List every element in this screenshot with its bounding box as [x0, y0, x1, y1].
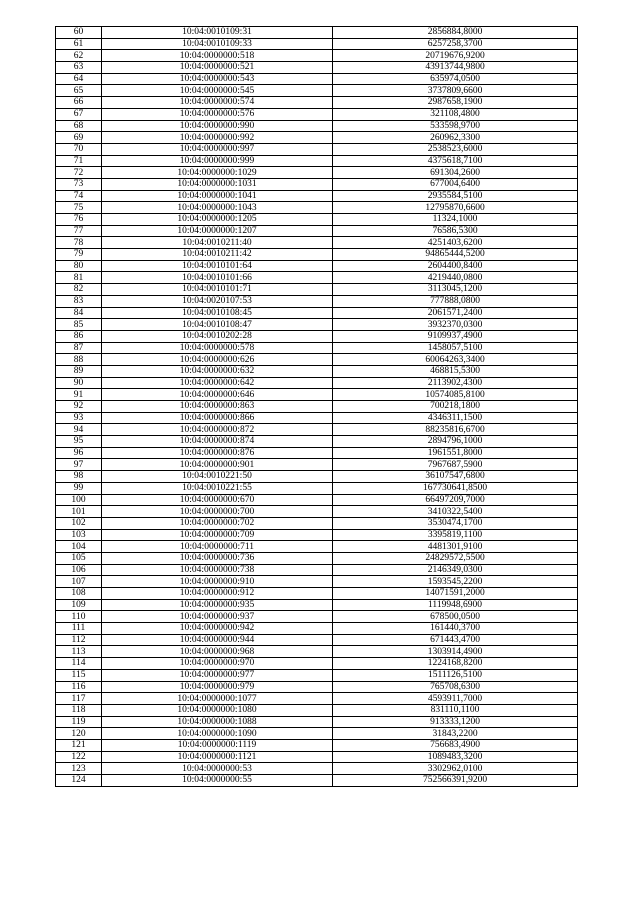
table-row — [56, 716, 578, 728]
table-row — [56, 38, 578, 50]
value-cell: 260962,3300 — [333, 132, 578, 144]
value-cell: 2146349,0300 — [333, 564, 578, 576]
row-number-cell: 77 — [56, 225, 102, 237]
row-number-cell: 94 — [56, 424, 102, 436]
cadastral-number-cell: 10:04:0000000:1029 — [102, 167, 333, 179]
cadastral-number-cell: 10:04:0000000:1205 — [102, 214, 333, 226]
value-cell: 3113045,1200 — [333, 284, 578, 296]
value-cell: 3395819,1100 — [333, 529, 578, 541]
table-row — [56, 401, 578, 413]
table-row — [56, 459, 578, 471]
row-number-cell: 76 — [56, 214, 102, 226]
value-cell: 12795870,6600 — [333, 202, 578, 214]
cadastral-number-cell: 10:04:0000000:545 — [102, 85, 333, 97]
row-number-cell: 115 — [56, 669, 102, 681]
cadastral-number-cell: 10:04:0000000:912 — [102, 588, 333, 600]
cadastral-number-cell: 10:04:0010108:45 — [102, 307, 333, 319]
table-row — [56, 693, 578, 705]
cadastral-number-cell: 10:04:0000000:626 — [102, 354, 333, 366]
table-row — [56, 529, 578, 541]
row-number-cell: 89 — [56, 365, 102, 377]
table-row — [56, 120, 578, 132]
value-cell: 10574085,8100 — [333, 389, 578, 401]
cadastral-number-cell: 10:04:0000000:866 — [102, 412, 333, 424]
cadastral-number-cell: 10:04:0000000:935 — [102, 599, 333, 611]
table-row — [56, 611, 578, 623]
row-number-cell: 114 — [56, 658, 102, 670]
row-number-cell: 65 — [56, 85, 102, 97]
value-cell: 1593545,2200 — [333, 576, 578, 588]
row-number-cell: 69 — [56, 132, 102, 144]
value-cell: 3410322,5400 — [333, 506, 578, 518]
table-row — [56, 552, 578, 564]
value-cell: 468815,5300 — [333, 365, 578, 377]
cadastral-number-cell: 10:04:0000000:1121 — [102, 751, 333, 763]
value-cell: 671443,4700 — [333, 634, 578, 646]
table-row — [56, 669, 578, 681]
row-number-cell: 113 — [56, 646, 102, 658]
value-cell: 161440,3700 — [333, 623, 578, 635]
value-cell: 94865444,5200 — [333, 249, 578, 261]
table-row — [56, 389, 578, 401]
row-number-cell: 124 — [56, 775, 102, 787]
row-number-cell: 81 — [56, 272, 102, 284]
row-number-cell: 86 — [56, 330, 102, 342]
cadastral-number-cell: 10:04:0000000:999 — [102, 155, 333, 167]
cadastral-number-cell: 10:04:0000000:738 — [102, 564, 333, 576]
table-row — [56, 728, 578, 740]
table-body — [56, 27, 578, 787]
table-row — [56, 775, 578, 787]
table-row — [56, 307, 578, 319]
cadastral-number-cell: 10:04:0000000:901 — [102, 459, 333, 471]
table-row — [56, 646, 578, 658]
cadastral-number-cell: 10:04:0010101:71 — [102, 284, 333, 296]
cadastral-number-cell: 10:04:0010101:64 — [102, 260, 333, 272]
cadastral-number-cell: 10:04:0000000:53 — [102, 763, 333, 775]
table-row — [56, 658, 578, 670]
table-row — [56, 249, 578, 261]
cadastral-number-cell: 10:04:0000000:979 — [102, 681, 333, 693]
cadastral-number-cell: 10:04:0000000:997 — [102, 143, 333, 155]
cadastral-number-cell: 10:04:0000000:576 — [102, 108, 333, 120]
row-number-cell: 116 — [56, 681, 102, 693]
cadastral-number-cell: 10:04:0000000:942 — [102, 623, 333, 635]
table-row — [56, 132, 578, 144]
cadastral-number-cell: 10:04:0000000:970 — [102, 658, 333, 670]
value-cell: 1224168,8200 — [333, 658, 578, 670]
table-row — [56, 424, 578, 436]
cadastral-number-cell: 10:04:0000000:1207 — [102, 225, 333, 237]
value-cell: 765708,6300 — [333, 681, 578, 693]
table-row — [56, 225, 578, 237]
cadastral-number-cell: 10:04:0000000:937 — [102, 611, 333, 623]
value-cell: 4593911,7000 — [333, 693, 578, 705]
cadastral-number-cell: 10:04:0000000:574 — [102, 97, 333, 109]
row-number-cell: 121 — [56, 739, 102, 751]
cadastral-number-cell: 10:04:0000000:1090 — [102, 728, 333, 740]
row-number-cell: 118 — [56, 704, 102, 716]
cadastral-value-table — [55, 26, 578, 787]
table-row — [56, 763, 578, 775]
table-row — [56, 564, 578, 576]
table-row — [56, 214, 578, 226]
value-cell: 2987658,1900 — [333, 97, 578, 109]
cadastral-number-cell: 10:04:0000000:1077 — [102, 693, 333, 705]
value-cell: 31843,2200 — [333, 728, 578, 740]
value-cell: 1511126,5100 — [333, 669, 578, 681]
cadastral-number-cell: 10:04:0000000:1041 — [102, 190, 333, 202]
table-row — [56, 599, 578, 611]
value-cell: 60064263,3400 — [333, 354, 578, 366]
value-cell: 533598,9700 — [333, 120, 578, 132]
cadastral-number-cell: 10:04:0000000:521 — [102, 62, 333, 74]
row-number-cell: 106 — [56, 564, 102, 576]
cadastral-number-cell: 10:04:0000000:872 — [102, 424, 333, 436]
row-number-cell: 119 — [56, 716, 102, 728]
value-cell: 691304,2600 — [333, 167, 578, 179]
value-cell: 752566391,9200 — [333, 775, 578, 787]
row-number-cell: 109 — [56, 599, 102, 611]
cadastral-number-cell: 10:04:0000000:1119 — [102, 739, 333, 751]
value-cell: 3737809,6600 — [333, 85, 578, 97]
value-cell: 2113902,4300 — [333, 377, 578, 389]
value-cell: 831110,1100 — [333, 704, 578, 716]
table-row — [56, 482, 578, 494]
value-cell: 24829572,5500 — [333, 552, 578, 564]
value-cell: 1303914,4900 — [333, 646, 578, 658]
cadastral-number-cell: 10:04:0000000:968 — [102, 646, 333, 658]
cadastral-number-cell: 10:04:0010221:55 — [102, 482, 333, 494]
cadastral-number-cell: 10:04:0010202:28 — [102, 330, 333, 342]
value-cell: 2894796,1000 — [333, 436, 578, 448]
table-row — [56, 506, 578, 518]
value-cell: 20719676,9200 — [333, 50, 578, 62]
table-row — [56, 436, 578, 448]
table-row — [56, 295, 578, 307]
value-cell: 11324,1000 — [333, 214, 578, 226]
row-number-cell: 88 — [56, 354, 102, 366]
value-cell: 36107547,6800 — [333, 471, 578, 483]
cadastral-number-cell: 10:04:0020107:53 — [102, 295, 333, 307]
cadastral-number-cell: 10:04:0000000:1088 — [102, 716, 333, 728]
row-number-cell: 93 — [56, 412, 102, 424]
row-number-cell: 95 — [56, 436, 102, 448]
table-row — [56, 447, 578, 459]
row-number-cell: 78 — [56, 237, 102, 249]
row-number-cell: 70 — [56, 143, 102, 155]
cadastral-number-cell: 10:04:0000000:1080 — [102, 704, 333, 716]
row-number-cell: 64 — [56, 73, 102, 85]
row-number-cell: 123 — [56, 763, 102, 775]
table-row — [56, 377, 578, 389]
cadastral-number-cell: 10:04:0000000:55 — [102, 775, 333, 787]
value-cell: 1119948,6900 — [333, 599, 578, 611]
value-cell: 3530474,1700 — [333, 517, 578, 529]
row-number-cell: 75 — [56, 202, 102, 214]
table-row — [56, 85, 578, 97]
row-number-cell: 60 — [56, 27, 102, 39]
cadastral-number-cell: 10:04:0010109:33 — [102, 38, 333, 50]
table-row — [56, 62, 578, 74]
table-row — [56, 237, 578, 249]
value-cell: 14071591,2000 — [333, 588, 578, 600]
value-cell: 4346311,1500 — [333, 412, 578, 424]
value-cell: 4375618,7100 — [333, 155, 578, 167]
table-row — [56, 319, 578, 331]
table-row — [56, 739, 578, 751]
cadastral-number-cell: 10:04:0000000:863 — [102, 401, 333, 413]
table-row — [56, 342, 578, 354]
row-number-cell: 71 — [56, 155, 102, 167]
value-cell: 677004,6400 — [333, 178, 578, 190]
row-number-cell: 110 — [56, 611, 102, 623]
cadastral-number-cell: 10:04:0000000:876 — [102, 447, 333, 459]
table-row — [56, 471, 578, 483]
row-number-cell: 98 — [56, 471, 102, 483]
cadastral-number-cell: 10:04:0000000:1031 — [102, 178, 333, 190]
row-number-cell: 99 — [56, 482, 102, 494]
value-cell: 4219440,0800 — [333, 272, 578, 284]
row-number-cell: 107 — [56, 576, 102, 588]
cadastral-number-cell: 10:04:0010101:66 — [102, 272, 333, 284]
value-cell: 2604400,8400 — [333, 260, 578, 272]
row-number-cell: 96 — [56, 447, 102, 459]
cadastral-number-cell: 10:04:0000000:1043 — [102, 202, 333, 214]
table-row — [56, 354, 578, 366]
value-cell: 1458057,5100 — [333, 342, 578, 354]
value-cell: 700218,1800 — [333, 401, 578, 413]
value-cell: 167730641,8500 — [333, 482, 578, 494]
row-number-cell: 97 — [56, 459, 102, 471]
cadastral-number-cell: 10:04:0000000:977 — [102, 669, 333, 681]
row-number-cell: 66 — [56, 97, 102, 109]
cadastral-number-cell: 10:04:0000000:944 — [102, 634, 333, 646]
cadastral-number-cell: 10:04:0000000:670 — [102, 494, 333, 506]
value-cell: 2061571,2400 — [333, 307, 578, 319]
table-row — [56, 576, 578, 588]
cadastral-number-cell: 10:04:0010211:40 — [102, 237, 333, 249]
table-row — [56, 27, 578, 39]
row-number-cell: 120 — [56, 728, 102, 740]
value-cell: 43913744,9800 — [333, 62, 578, 74]
row-number-cell: 84 — [56, 307, 102, 319]
row-number-cell: 67 — [56, 108, 102, 120]
value-cell: 66497209,7000 — [333, 494, 578, 506]
value-cell: 7967687,5900 — [333, 459, 578, 471]
table-row — [56, 50, 578, 62]
cadastral-number-cell: 10:04:0000000:646 — [102, 389, 333, 401]
cadastral-number-cell: 10:04:0000000:543 — [102, 73, 333, 85]
cadastral-number-cell: 10:04:0010221:50 — [102, 471, 333, 483]
table-row — [56, 412, 578, 424]
value-cell: 1089483,3200 — [333, 751, 578, 763]
table-row — [56, 260, 578, 272]
row-number-cell: 90 — [56, 377, 102, 389]
table-row — [56, 284, 578, 296]
table-row — [56, 167, 578, 179]
row-number-cell: 111 — [56, 623, 102, 635]
cadastral-number-cell: 10:04:0000000:992 — [102, 132, 333, 144]
cadastral-number-cell: 10:04:0000000:578 — [102, 342, 333, 354]
cadastral-number-cell: 10:04:0000000:874 — [102, 436, 333, 448]
cadastral-number-cell: 10:04:0000000:700 — [102, 506, 333, 518]
table-row — [56, 202, 578, 214]
table-row — [56, 190, 578, 202]
cadastral-number-cell: 10:04:0000000:702 — [102, 517, 333, 529]
row-number-cell: 63 — [56, 62, 102, 74]
row-number-cell: 112 — [56, 634, 102, 646]
table-row — [56, 517, 578, 529]
value-cell: 756683,4900 — [333, 739, 578, 751]
row-number-cell: 92 — [56, 401, 102, 413]
cadastral-number-cell: 10:04:0010109:31 — [102, 27, 333, 39]
table-row — [56, 623, 578, 635]
value-cell: 2935584,5100 — [333, 190, 578, 202]
cadastral-number-cell: 10:04:0000000:736 — [102, 552, 333, 564]
table-row — [56, 588, 578, 600]
table-row — [56, 751, 578, 763]
cadastral-number-cell: 10:04:0010108:47 — [102, 319, 333, 331]
row-number-cell: 101 — [56, 506, 102, 518]
row-number-cell: 61 — [56, 38, 102, 50]
row-number-cell: 102 — [56, 517, 102, 529]
table-row — [56, 143, 578, 155]
row-number-cell: 82 — [56, 284, 102, 296]
row-number-cell: 79 — [56, 249, 102, 261]
cadastral-number-cell: 10:04:0000000:910 — [102, 576, 333, 588]
table-row — [56, 108, 578, 120]
row-number-cell: 85 — [56, 319, 102, 331]
row-number-cell: 72 — [56, 167, 102, 179]
table-row — [56, 73, 578, 85]
value-cell: 6257258,3700 — [333, 38, 578, 50]
value-cell: 3302962,0100 — [333, 763, 578, 775]
cadastral-number-cell: 10:04:0000000:642 — [102, 377, 333, 389]
row-number-cell: 108 — [56, 588, 102, 600]
value-cell: 2856884,8000 — [333, 27, 578, 39]
table-row — [56, 330, 578, 342]
value-cell: 4251403,6200 — [333, 237, 578, 249]
cadastral-number-cell: 10:04:0000000:518 — [102, 50, 333, 62]
cadastral-number-cell: 10:04:0000000:990 — [102, 120, 333, 132]
cadastral-number-cell: 10:04:0000000:711 — [102, 541, 333, 553]
row-number-cell: 91 — [56, 389, 102, 401]
value-cell: 2538523,6000 — [333, 143, 578, 155]
table-row — [56, 97, 578, 109]
cadastral-number-cell: 10:04:0010211:42 — [102, 249, 333, 261]
table-row — [56, 494, 578, 506]
row-number-cell: 100 — [56, 494, 102, 506]
row-number-cell: 105 — [56, 552, 102, 564]
cadastral-number-cell: 10:04:0000000:709 — [102, 529, 333, 541]
row-number-cell: 73 — [56, 178, 102, 190]
row-number-cell: 83 — [56, 295, 102, 307]
row-number-cell: 62 — [56, 50, 102, 62]
row-number-cell: 117 — [56, 693, 102, 705]
value-cell: 88235816,6700 — [333, 424, 578, 436]
value-cell: 777888,0800 — [333, 295, 578, 307]
cadastral-number-cell: 10:04:0000000:632 — [102, 365, 333, 377]
value-cell: 678500,0500 — [333, 611, 578, 623]
table-row — [56, 704, 578, 716]
value-cell: 9109937,4900 — [333, 330, 578, 342]
table-row — [56, 155, 578, 167]
table-row — [56, 272, 578, 284]
table-row — [56, 541, 578, 553]
table-row — [56, 634, 578, 646]
row-number-cell: 122 — [56, 751, 102, 763]
table-row — [56, 681, 578, 693]
value-cell: 321108,4800 — [333, 108, 578, 120]
value-cell: 913333,1200 — [333, 716, 578, 728]
value-cell: 76586,5300 — [333, 225, 578, 237]
value-cell: 1961551,8000 — [333, 447, 578, 459]
row-number-cell: 87 — [56, 342, 102, 354]
row-number-cell: 104 — [56, 541, 102, 553]
table-row — [56, 365, 578, 377]
row-number-cell: 103 — [56, 529, 102, 541]
value-cell: 4481301,9100 — [333, 541, 578, 553]
value-cell: 3932370,0300 — [333, 319, 578, 331]
row-number-cell: 74 — [56, 190, 102, 202]
row-number-cell: 80 — [56, 260, 102, 272]
value-cell: 635974,0500 — [333, 73, 578, 85]
row-number-cell: 68 — [56, 120, 102, 132]
table-row — [56, 178, 578, 190]
